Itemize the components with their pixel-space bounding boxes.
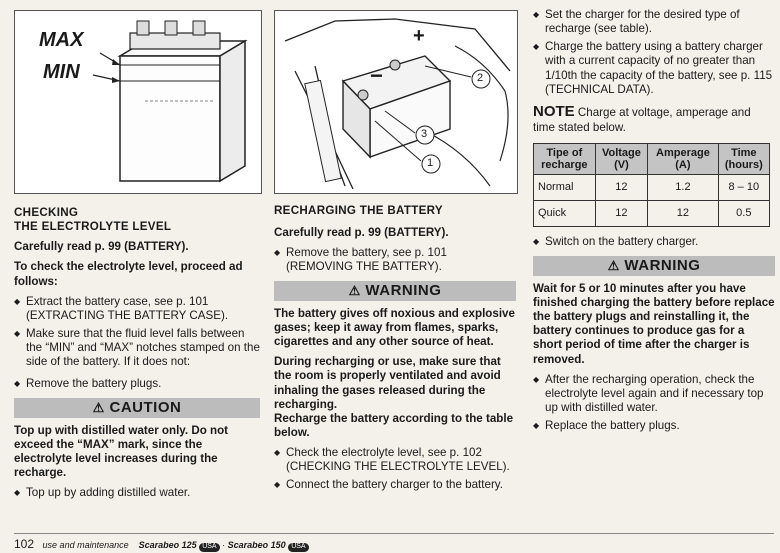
list-item: ◆ After the recharging operation, check the electrolyte level again and if necessary top up with distilled water. — [533, 373, 775, 415]
read-reference: Carefully read p. 99 (BATTERY). — [274, 226, 449, 240]
table-cell: 8 – 10 — [718, 175, 769, 201]
table-header-type: Tipe of recharge — [534, 144, 596, 175]
battery-in-frame-illustration — [275, 11, 517, 193]
table-header-amperage: Amperage (A) — [648, 144, 718, 175]
caution-banner — [14, 398, 260, 418]
battery-charging-figure — [274, 10, 518, 194]
warning-triangle-icon: ⚠ — [92, 399, 105, 415]
callout-1: 1 — [427, 157, 434, 169]
list-item: ◆ Top up by adding distilled water. — [14, 486, 260, 500]
warning-triangle-icon: ⚠ — [348, 282, 361, 298]
charger-step-list — [533, 8, 775, 97]
battery-level-figure — [14, 10, 262, 194]
model-name-1: Scarabeo 125 — [138, 540, 197, 550]
list-item: ◆ Remove the battery, see p. 101 (REMOVING THE BATTERY). — [274, 246, 516, 274]
section-heading-line1: CHECKING — [14, 206, 79, 219]
table-cell: Normal — [534, 175, 596, 201]
list-item: ◆ Replace the battery plugs. — [533, 419, 775, 433]
table-header-voltage: Voltage (V) — [595, 144, 648, 175]
warning-label: WARNING — [365, 281, 442, 299]
switch-on-list — [533, 235, 775, 249]
model-name-2: Scarabeo 150 — [227, 540, 286, 550]
max-label: MAX — [39, 29, 84, 51]
list-item: ◆ Set the charger for the desired type of recharge (see table). — [533, 8, 775, 36]
note-label: NOTE — [533, 102, 575, 120]
list-item: ◆ Make sure that the fluid level falls between the “MIN” and “MAX” notches stamped on the side of the battery. If it does not: — [14, 327, 260, 369]
list-item: ◆ Switch on the battery charger. — [533, 235, 775, 249]
footer-text: use and maintenance — [42, 540, 129, 550]
table-row — [534, 175, 770, 201]
caution-label: CAUTION — [109, 398, 182, 416]
table-cell: 12 — [595, 201, 648, 227]
callout-3: 3 — [421, 128, 428, 140]
table-cell: 1.2 — [648, 175, 718, 201]
step-list-2 — [274, 446, 516, 492]
min-label: MIN — [43, 61, 80, 83]
column-electrolyte — [14, 206, 260, 507]
footer-divider — [14, 533, 774, 534]
column-recharging — [274, 204, 516, 499]
final-step-list — [14, 486, 260, 500]
table-cell: 12 — [648, 201, 718, 227]
warning-text: Wait for 5 or 10 minutes after you have finished charging the battery before replace the battery plugs and reinstalling it, the battery continues to produce gas for a short period of time after the charger is removed. — [533, 281, 775, 366]
warning-text: The battery gives off noxious and explosive gases; keep it away from flames, sparks, cigarettes and any other source of heat. — [274, 306, 515, 349]
table-cell: Quick — [534, 201, 596, 227]
note-text: Charge at voltage, amperage and time stated below. — [533, 105, 751, 135]
column-charger — [533, 8, 775, 439]
page-number: 102 — [14, 537, 35, 551]
page-footer — [14, 537, 774, 552]
list-item: ◆ Charge the battery using a battery charger with a current capacity of no greater than 1/10th the capacity of the battery, see p. 115 (TECHNICAL DATA). — [533, 40, 775, 97]
usa-badge-icon: USA — [288, 543, 308, 552]
ventilation-text: During recharging or use, make sure that the room is properly ventilated and avoid inhaling the gases released during the recharging. — [274, 355, 501, 411]
note — [533, 103, 775, 135]
table-header-row — [534, 144, 770, 175]
warning-banner — [274, 281, 516, 301]
list-item: ◆ Check the electrolyte level, see p. 102 (CHECKING THE ELECTROLYTE LEVEL). — [274, 446, 516, 474]
table-cell: 12 — [595, 175, 648, 201]
step-list — [14, 295, 260, 392]
table-header-time: Time (hours) — [718, 144, 769, 175]
usa-badge-icon: USA — [199, 543, 219, 552]
read-reference: Carefully read p. 99 (BATTERY). — [14, 240, 189, 254]
warning-label: WARNING — [624, 256, 701, 274]
minus-sign: − — [370, 63, 383, 88]
intro-text: To check the electrolyte level, proceed ad follows: — [14, 260, 243, 288]
table-row — [534, 201, 770, 227]
list-item: ◆ Connect the battery charger to the battery. — [274, 478, 516, 492]
footer-separator: · — [222, 540, 226, 550]
caution-text: Top up with distilled water only. Do not exceed the “MAX” mark, since the electrolyte level increases during the recharge. — [14, 423, 229, 480]
recharge-table — [533, 143, 770, 227]
plus-sign: + — [413, 25, 425, 47]
callout-2: 2 — [477, 72, 484, 84]
final-step-list — [533, 373, 775, 434]
recharge-table-ref: Recharge the battery according to the table below. — [274, 411, 514, 439]
table-cell: 0.5 — [718, 201, 769, 227]
warning-banner — [533, 256, 775, 276]
list-item: ◆ Remove the battery plugs. — [14, 377, 260, 391]
step-list — [274, 246, 516, 274]
warning-triangle-icon: ⚠ — [607, 257, 620, 273]
section-heading-line2: THE ELECTROLYTE LEVEL — [14, 220, 172, 234]
list-item: ◆ Extract the battery case, see p. 101 (EXTRACTING THE BATTERY CASE). — [14, 295, 260, 323]
section-heading: RECHARGING THE BATTERY — [274, 204, 443, 217]
